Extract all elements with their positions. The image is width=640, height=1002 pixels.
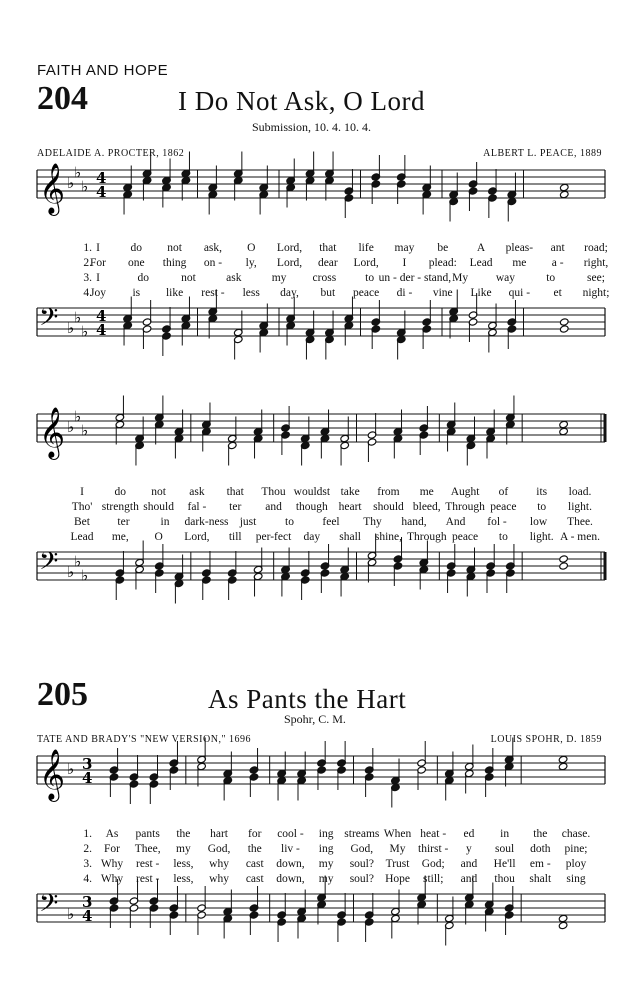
lyric-syllable: chase. <box>561 828 591 840</box>
flat-icon: ♭ <box>81 566 89 585</box>
lyric-syllable: I <box>96 272 100 284</box>
flat-icon: ♭ <box>67 563 75 581</box>
lyric-syllable: that <box>226 486 244 498</box>
lyric-syllable: Thee. <box>567 516 593 528</box>
lyric-syllable: peace <box>490 501 517 513</box>
lyric-syllable: strength <box>101 501 139 513</box>
lyric-syllable: to <box>546 272 556 284</box>
lyric-syllable: pants <box>135 828 160 840</box>
lyric-syllable: thing <box>162 257 187 269</box>
lyric-syllable: shine, <box>374 531 403 543</box>
lyric-syllable: on - <box>203 257 223 269</box>
lyric-syllable: ploy <box>565 858 587 870</box>
lyric-syllable: doth <box>530 843 551 855</box>
flat-icon: ♭ <box>74 308 82 327</box>
verse-line <box>0 843 640 859</box>
lyric-syllable: do <box>130 242 143 254</box>
lyric-syllable: cool - <box>277 828 304 840</box>
lyric-syllable: my <box>176 843 191 855</box>
lyric-syllable: When <box>383 828 412 840</box>
lyric-syllable: ing <box>318 828 334 840</box>
lyric-syllable: qui - <box>508 287 531 299</box>
flat-icon: ♭ <box>67 418 75 436</box>
verse-line <box>0 257 640 273</box>
lyric-syllable: heat - <box>420 828 447 840</box>
lyric-syllable: me, <box>111 531 129 543</box>
lyric-syllable: still; <box>422 873 444 885</box>
time-signature: 4 <box>96 307 107 325</box>
lyric-syllable: ter <box>229 501 242 513</box>
lyric-syllable: fal - <box>187 501 207 513</box>
lyric-syllable: should <box>373 501 404 513</box>
lyric-syllable: in <box>500 828 510 840</box>
lyric-syllable: hand, <box>401 516 427 528</box>
lyric-syllable: ter <box>117 516 130 528</box>
lyric-syllable: should <box>143 501 174 513</box>
bass-staff <box>0 542 640 602</box>
verse-line <box>0 486 640 502</box>
hymn-number: 205 <box>37 676 88 713</box>
verse-number: 4. <box>83 287 92 299</box>
lyric-syllable: the <box>533 828 548 840</box>
lyric-syllable: rest - <box>136 873 160 885</box>
lyric-syllable: soul? <box>349 858 374 870</box>
section-heading: FAITH AND HOPE <box>37 62 169 79</box>
lyric-syllable: day <box>303 531 321 543</box>
lyric-syllable: y <box>466 843 472 855</box>
lyric-syllable: like <box>165 287 184 299</box>
verse-line <box>0 828 640 844</box>
lyric-syllable: and <box>460 873 478 885</box>
lyric-syllable: dear <box>317 257 338 269</box>
lyric-syllable: shalt <box>529 873 552 885</box>
lyric-syllable: soul <box>495 843 515 855</box>
lyric-syllable: wouldst <box>293 486 331 498</box>
time-signature: 4 <box>82 769 93 787</box>
lyric-syllable: take <box>340 486 360 498</box>
lyric-syllable: O <box>154 531 163 543</box>
lyric-syllable: For <box>104 843 120 855</box>
note-head <box>559 318 569 326</box>
bass-clef-icon: 𝄢 <box>39 303 59 338</box>
lyric-syllable: God, <box>207 843 231 855</box>
note-head <box>558 921 568 929</box>
lyric-syllable: be <box>437 242 449 254</box>
lyric-syllable: that <box>319 242 337 254</box>
lyric-syllable: to <box>498 531 508 543</box>
lyric-syllable: and <box>460 858 478 870</box>
lyric-syllable: sing <box>566 873 586 885</box>
time-signature: 4 <box>96 169 107 187</box>
verse-number: 4. <box>83 873 92 885</box>
lyric-syllable: Through <box>406 531 447 543</box>
verse-number: 3. <box>83 272 92 284</box>
flat-icon: ♭ <box>74 552 82 571</box>
flat-icon: ♭ <box>81 322 89 341</box>
time-signature: 4 <box>96 321 107 339</box>
lyric-syllable: A - men. <box>560 531 600 543</box>
tune-name: Submission, 10. 4. 10. 4. <box>252 120 372 134</box>
lyric-syllable: one <box>127 257 145 269</box>
lyric-syllable: For <box>90 257 106 269</box>
lyric-syllable: ing <box>318 843 334 855</box>
lyric-syllable: feel <box>322 516 340 528</box>
lyric-syllable: my <box>271 272 287 284</box>
lyric-syllable: do <box>114 486 127 498</box>
lyric-syllable: Lord, <box>276 257 303 269</box>
lyric-syllable: just <box>239 516 257 528</box>
treble-staff <box>0 404 640 464</box>
verse-number: 1. <box>83 828 92 840</box>
note-head <box>558 755 568 763</box>
lyric-syllable: may <box>394 242 415 254</box>
lyric-syllable: to <box>537 501 547 513</box>
lyric-syllable: Lord, <box>353 257 379 269</box>
lyric-syllable: do <box>137 272 150 284</box>
lyric-syllable: hart <box>210 828 229 840</box>
lyric-syllable: not <box>151 486 166 498</box>
lyric-syllable: God, <box>350 843 374 855</box>
lyric-syllable: My <box>389 843 406 855</box>
flat-icon: ♭ <box>81 177 89 196</box>
lyric-syllable: Lead <box>469 257 493 269</box>
lyric-syllable: less, <box>173 858 194 870</box>
bass-staff <box>0 298 640 358</box>
lyric-syllable: dark-ness <box>184 516 229 528</box>
lyric-syllable: Bet <box>74 516 90 528</box>
lyric-syllable: cast <box>245 873 264 885</box>
verse-number: 1. <box>83 242 92 254</box>
flat-icon: ♭ <box>74 407 82 426</box>
note-head <box>559 190 569 198</box>
lyric-syllable: Thee, <box>134 843 161 855</box>
treble-clef-icon: 𝄞 <box>39 407 66 458</box>
flat-icon: ♭ <box>67 319 75 337</box>
lyric-syllable: cast <box>245 858 264 870</box>
lyric-syllable: di - <box>396 287 413 299</box>
note-head <box>559 420 569 428</box>
flat-icon: ♭ <box>81 421 89 440</box>
lyric-syllable: Why <box>100 873 124 885</box>
lyric-syllable: and <box>265 501 282 513</box>
lyric-syllable: Why <box>100 858 124 870</box>
note-head <box>559 427 569 435</box>
note-head <box>559 325 569 333</box>
flat-icon: ♭ <box>67 760 75 778</box>
lyric-syllable: the <box>176 828 191 840</box>
treble-clef-icon: 𝄞 <box>39 163 66 214</box>
lyric-syllable: light. <box>568 501 592 513</box>
lyric-syllable: Through <box>445 501 485 513</box>
lyric-syllable: thou <box>494 873 515 885</box>
lyric-syllable: em - <box>529 858 551 870</box>
lyric-syllable: of <box>498 486 509 498</box>
lyric-syllable: pleas- <box>505 242 534 254</box>
lyric-syllable: right, <box>583 257 609 269</box>
lyric-syllable: night; <box>582 287 610 299</box>
lyric-syllable: Thou <box>261 486 286 498</box>
lyric-syllable: He'll <box>493 858 516 870</box>
lyric-syllable: Trust <box>385 858 410 870</box>
lyric-syllable: fol - <box>487 516 507 528</box>
lyric-syllable: Thy <box>363 516 382 528</box>
lyric-syllable: streams <box>344 828 380 840</box>
lyric-syllable: from <box>377 486 400 498</box>
lyric-syllable: pine; <box>564 843 588 855</box>
time-signature: 3 <box>82 893 93 911</box>
bass-clef-icon: 𝄢 <box>39 889 59 924</box>
lyric-syllable: I <box>80 486 84 498</box>
lyric-syllable: Lead <box>70 531 94 543</box>
lyric-syllable: to <box>285 516 294 528</box>
lyric-syllable: why <box>209 858 229 870</box>
lyric-syllable: is <box>132 287 141 299</box>
lyric-syllable: me <box>512 257 527 269</box>
flat-icon: ♭ <box>74 163 82 182</box>
lyric-syllable: not <box>167 242 182 254</box>
time-signature: 3 <box>82 755 93 773</box>
lyric-syllable: Tho' <box>71 501 93 513</box>
lyric-syllable: its <box>536 486 548 498</box>
lyric-syllable: Lord, <box>184 531 210 543</box>
lyric-syllable: un - der - stand, <box>378 272 452 284</box>
lyric-syllable: way <box>495 272 516 284</box>
lyric-syllable: see; <box>587 272 605 284</box>
treble-staff <box>0 160 640 220</box>
lyric-syllable: liv - <box>281 843 300 855</box>
tune-name: Spohr, C. M. <box>284 712 346 726</box>
verse-line <box>0 501 640 517</box>
lyric-syllable: bleed, <box>412 501 441 513</box>
lyric-syllable: load. <box>568 486 592 498</box>
words-credit: ADELAIDE A. PROCTER, 1862 <box>37 148 185 159</box>
lyric-syllable: ed <box>463 828 475 840</box>
hymn-title: I Do Not Ask, O Lord <box>178 86 425 116</box>
lyric-syllable: rest - <box>201 287 225 299</box>
lyric-syllable: thirst - <box>418 843 449 855</box>
verse-line <box>0 516 640 532</box>
lyric-syllable: why <box>209 873 229 885</box>
lyric-syllable: shall <box>339 531 362 543</box>
lyric-syllable: rest - <box>136 858 160 870</box>
verse-number: 3. <box>83 858 92 870</box>
verse-line <box>0 858 640 874</box>
treble-clef-icon: 𝄞 <box>39 749 66 800</box>
lyric-syllable: less <box>242 287 260 299</box>
lyric-syllable: cross <box>312 272 337 284</box>
verse-line <box>0 272 640 288</box>
music-credit: ALBERT L. PEACE, 1889 <box>483 148 602 159</box>
lyric-syllable: day, <box>280 287 299 299</box>
lyric-syllable: road; <box>584 242 608 254</box>
lyric-syllable: God; <box>421 858 445 870</box>
time-signature: 4 <box>96 183 107 201</box>
lyric-syllable: Hope <box>385 873 410 885</box>
lyric-syllable: per-fect <box>255 531 292 543</box>
lyric-syllable: the <box>247 843 262 855</box>
lyric-syllable: ask, <box>203 242 223 254</box>
lyric-syllable: in <box>160 516 170 528</box>
lyric-syllable: not <box>181 272 196 284</box>
lyric-syllable: Joy <box>90 287 106 299</box>
words-credit: TATE AND BRADY'S "NEW VERSION," 1696 <box>37 734 252 745</box>
lyric-syllable: Aught <box>450 486 480 498</box>
lyric-syllable: ly, <box>245 257 257 269</box>
lyric-syllable: down, <box>276 858 305 870</box>
note-head <box>558 914 568 922</box>
lyric-syllable: my <box>318 858 334 870</box>
time-signature: 4 <box>82 907 93 925</box>
lyric-syllable: ask <box>189 486 205 498</box>
lyric-syllable: my <box>318 873 334 885</box>
lyric-syllable: peace <box>353 287 380 299</box>
lyric-syllable: As <box>105 828 119 840</box>
note-head <box>559 555 569 563</box>
lyric-syllable: ask <box>226 272 242 284</box>
lyric-syllable: to <box>365 272 375 284</box>
lyric-syllable: heart <box>338 501 362 513</box>
flat-icon: ♭ <box>67 174 75 192</box>
lyric-syllable: soul? <box>349 873 374 885</box>
music-credit: LOUIS SPOHR, D. 1859 <box>490 734 602 745</box>
lyric-syllable: et <box>553 287 562 299</box>
lyric-syllable: Lord, <box>276 242 303 254</box>
lyric-syllable: me <box>419 486 434 498</box>
lyric-syllable: till <box>228 531 242 543</box>
lyric-syllable: vine <box>432 287 453 299</box>
lyric-syllable: Like <box>470 287 492 299</box>
lyric-syllable: less, <box>173 873 194 885</box>
lyric-syllable: And <box>445 516 466 528</box>
note-head <box>558 762 568 770</box>
hymn-number: 204 <box>37 80 88 117</box>
verse-number: 2. <box>83 843 92 855</box>
note-head <box>559 562 569 570</box>
lyric-syllable: A <box>476 242 486 254</box>
lyric-syllable: light. <box>529 531 554 543</box>
lyric-syllable: I <box>402 257 407 269</box>
treble-staff <box>0 746 640 806</box>
lyric-syllable: peace <box>451 531 479 543</box>
bass-clef-icon: 𝄢 <box>39 547 59 582</box>
lyric-syllable: low <box>529 516 548 528</box>
lyric-syllable: I <box>96 242 100 254</box>
verse-number: 2. <box>83 257 92 269</box>
lyric-syllable: ant <box>550 242 565 254</box>
lyric-syllable: My <box>452 272 469 284</box>
hymn-title: As Pants the Hart <box>208 684 407 714</box>
flat-icon: ♭ <box>67 905 75 923</box>
lyric-syllable: life <box>358 242 374 254</box>
bass-staff <box>0 884 640 944</box>
lyric-syllable: but <box>320 287 336 299</box>
lyric-syllable: O <box>247 242 256 254</box>
lyric-syllable: a - <box>551 257 564 269</box>
verse-line <box>0 242 640 258</box>
lyric-syllable: though <box>295 501 328 513</box>
lyric-syllable: for <box>248 828 262 840</box>
lyric-syllable: down, <box>276 873 305 885</box>
note-head <box>559 183 569 191</box>
lyric-syllable: plead: <box>428 257 457 269</box>
